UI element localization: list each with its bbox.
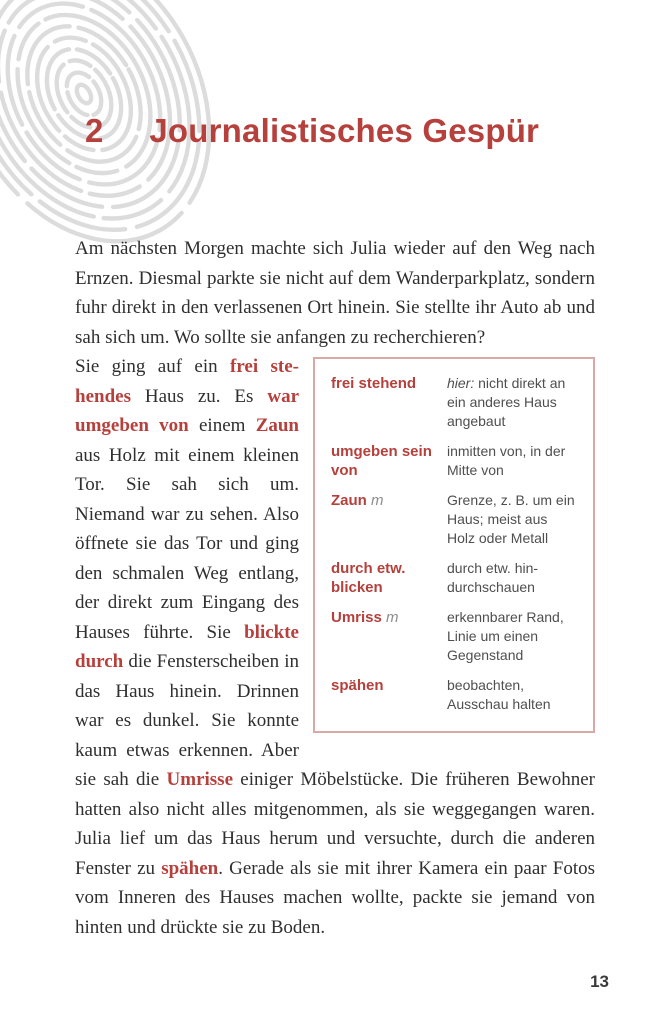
vocab-definition — [447, 608, 577, 665]
vocab-term — [331, 676, 435, 714]
vocab-highlight: frei stehendes — [75, 356, 299, 407]
vocab-entry — [331, 442, 577, 480]
page-number: 13 — [590, 972, 609, 991]
vocab-term — [331, 608, 435, 665]
text-segment: . Gerade als sie mit ihrer Kamera ein paar Fotos vom Inneren des Hauses machen wollte, packte sie jemand von hinten und drückte sie zu Boden. — [75, 857, 595, 938]
text-segment: einiger Möbelstücke. Die früheren Bewohner hatten also nicht alles mitgenommen, als sie weggegangen waren. Julia lief um das Haus herum und versuchte, durch die anderen Fenster zu — [75, 769, 595, 879]
page-content — [75, 0, 595, 942]
vocab-gender-marker: m — [366, 492, 384, 509]
vocab-term — [331, 442, 435, 480]
text-segment: Sie ging auf ein — [75, 356, 231, 377]
definition-segment: nicht direkt an ein anderes Haus angebaut — [447, 375, 566, 429]
vocab-gender-marker: m — [381, 609, 399, 626]
body-copy — [75, 234, 595, 942]
definition-segment: inmitten von, in der Mitte von — [447, 443, 566, 478]
vocab-term-text: Umriss — [331, 609, 382, 626]
vocab-definition — [447, 491, 577, 548]
vocab-definition — [447, 559, 577, 597]
definition-segment: durch etw. hindurchschauen — [447, 560, 539, 595]
vocab-highlight: Umrisse — [166, 769, 234, 790]
paragraph-intro — [75, 234, 595, 352]
text-segment: die Fensterscheiben in das Haus hinein. Drinnen war es dunkel. Sie konnte kaum etwas erkennen. Aber sie sah die — [75, 651, 299, 790]
chapter-title: Journalistisches Gespür — [149, 112, 540, 149]
vocab-term — [331, 491, 435, 548]
text-segment: aus Holz mit einem kleinen Tor. Sie sah sich um. Niemand war zu sehen. Also öffnete sie das Tor und ging den schmalen Weg entlang, der direkt zum Eingang des Hauses führte. Sie — [75, 444, 299, 643]
text-segment: einem — [188, 415, 256, 436]
vocab-highlight: war umgeben von — [75, 385, 299, 436]
vocab-highlight: blickte durch — [75, 621, 299, 672]
vocab-box — [313, 357, 595, 733]
definition-segment: Grenze, z. B. um ein Haus; meist aus Holz oder Metall — [447, 492, 575, 546]
vocab-term-text: spähen — [331, 677, 384, 694]
vocab-term-text: durch etw. blicken — [331, 560, 406, 596]
vocab-highlight: spähen — [161, 857, 219, 879]
definition-segment: erkennbarer Rand, Linie um einen Gegenstand — [447, 609, 564, 663]
vocab-definition — [447, 442, 577, 480]
vocab-entry — [331, 559, 577, 597]
vocab-definition — [447, 676, 577, 714]
vocab-definition — [447, 374, 577, 431]
definition-segment: beobachten, Ausschau halten — [447, 677, 551, 712]
vocab-term — [331, 374, 435, 431]
text-segment: Haus zu. Es — [130, 385, 268, 407]
vocab-entry — [331, 374, 577, 431]
vocab-list — [331, 374, 577, 714]
text-segment: Am nächsten Morgen machte sich Julia wieder auf den Weg nach Ernzen. Diesmal parkte sie nicht auf dem Wanderparkplatz, sondern fuhr direkt in den verlassenen Ort hinein. Sie stellte ihr Auto ab und sah sich um. Wo sollte sie anfangen zu recherchieren? — [75, 238, 595, 348]
vocab-term — [331, 559, 435, 597]
vocab-highlight: Zaun — [255, 415, 299, 436]
vocab-entry — [331, 676, 577, 714]
chapter-heading — [75, 112, 595, 150]
definition-segment: hier: — [447, 375, 475, 391]
vocab-entry — [331, 491, 577, 548]
vocab-term-text: umgeben sein von — [331, 443, 432, 479]
chapter-number: 2 — [85, 112, 104, 149]
vocab-entry — [331, 608, 577, 665]
vocab-term-text: Zaun — [331, 492, 367, 509]
vocab-term-text: frei stehend — [331, 375, 417, 392]
